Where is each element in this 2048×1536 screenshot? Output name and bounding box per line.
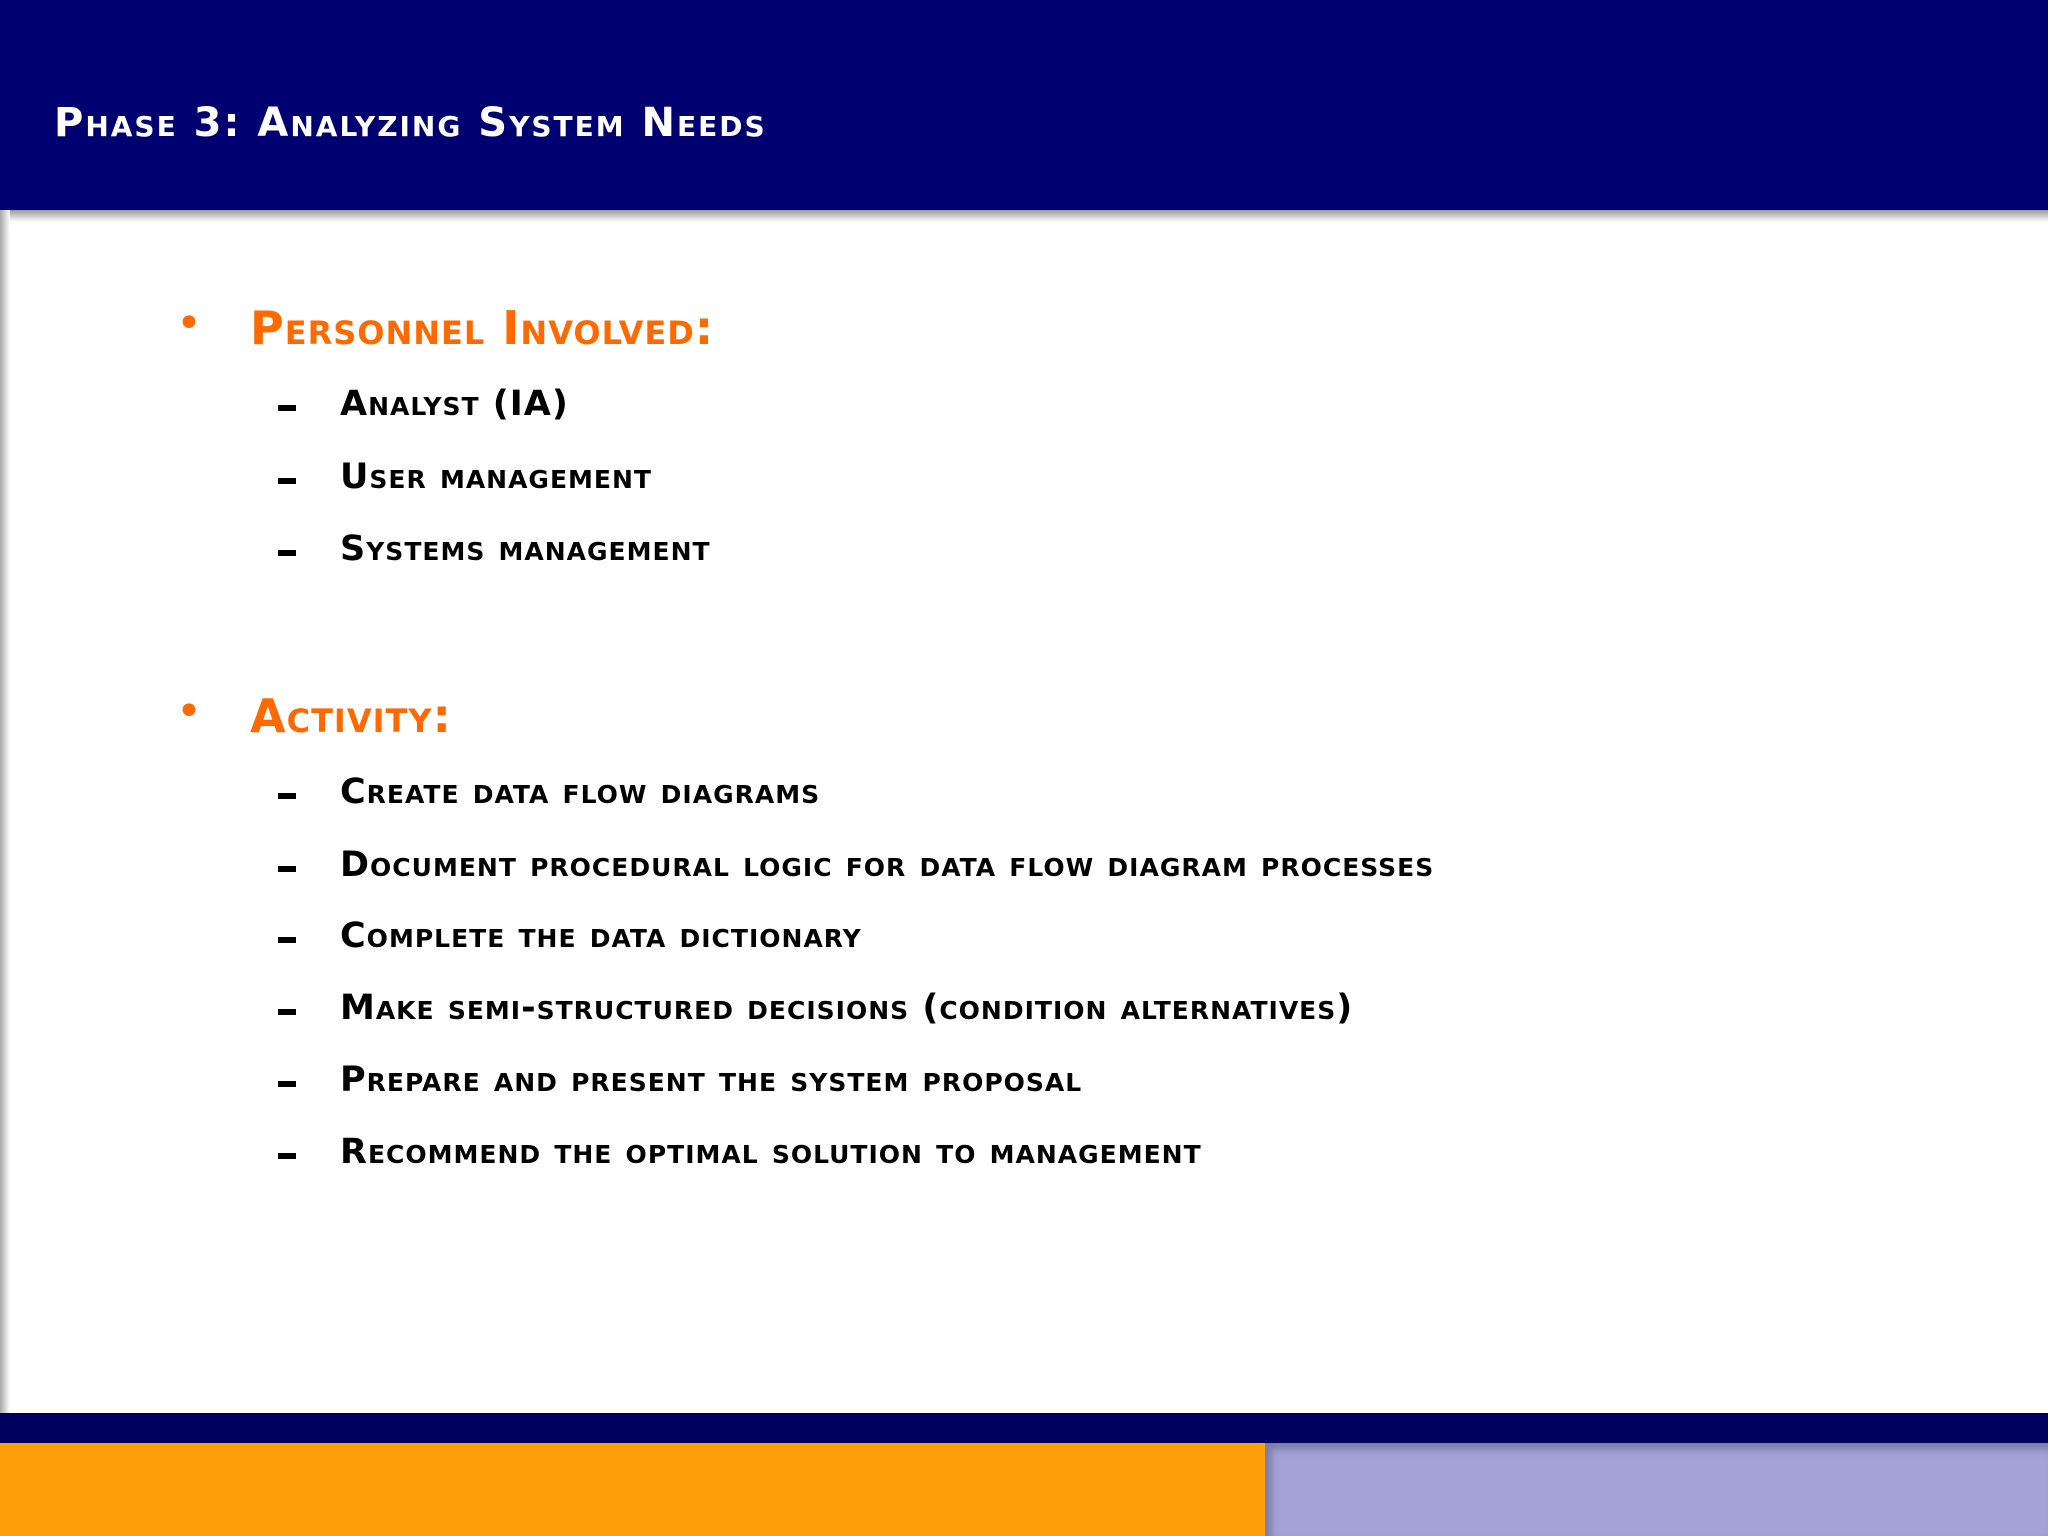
list-item-text: Recommend the optimal solution to management (340, 1132, 1202, 1172)
dash-icon (278, 866, 296, 872)
list-item-text: Make semi-structured decisions (condition alternatives) (340, 988, 1354, 1028)
dash-icon (278, 478, 296, 484)
dash-icon (278, 937, 296, 943)
section-heading: Personnel Involved: (250, 301, 715, 355)
list-item-text: Analyst (IA) (340, 384, 569, 424)
section-heading: Activity: (250, 689, 452, 743)
header-shadow (0, 210, 2048, 222)
dash-icon (278, 1153, 296, 1159)
dash-icon (278, 550, 296, 556)
footer-lavender-block (1265, 1443, 2048, 1536)
dash-icon (278, 405, 296, 411)
dash-icon (278, 1009, 296, 1015)
list-item-text: Create data flow diagrams (340, 772, 821, 812)
bullet-icon: • (176, 686, 202, 737)
slide-title: Phase 3: Analyzing System Needs (54, 100, 767, 146)
list-item-text: Systems management (340, 529, 711, 569)
dash-icon (278, 1081, 296, 1087)
list-item-text: Prepare and present the system proposal (340, 1060, 1083, 1100)
list-item-text: Complete the data dictionary (340, 916, 862, 956)
dash-icon (278, 793, 296, 799)
footer-orange-block (0, 1443, 1265, 1536)
list-item-text: User management (340, 457, 652, 497)
bullet-icon: • (176, 298, 202, 349)
footer-navy-band (0, 1413, 2048, 1443)
list-item-text: Document procedural logic for data flow diagram processes (340, 845, 1435, 885)
left-edge-shadow (0, 210, 10, 1415)
